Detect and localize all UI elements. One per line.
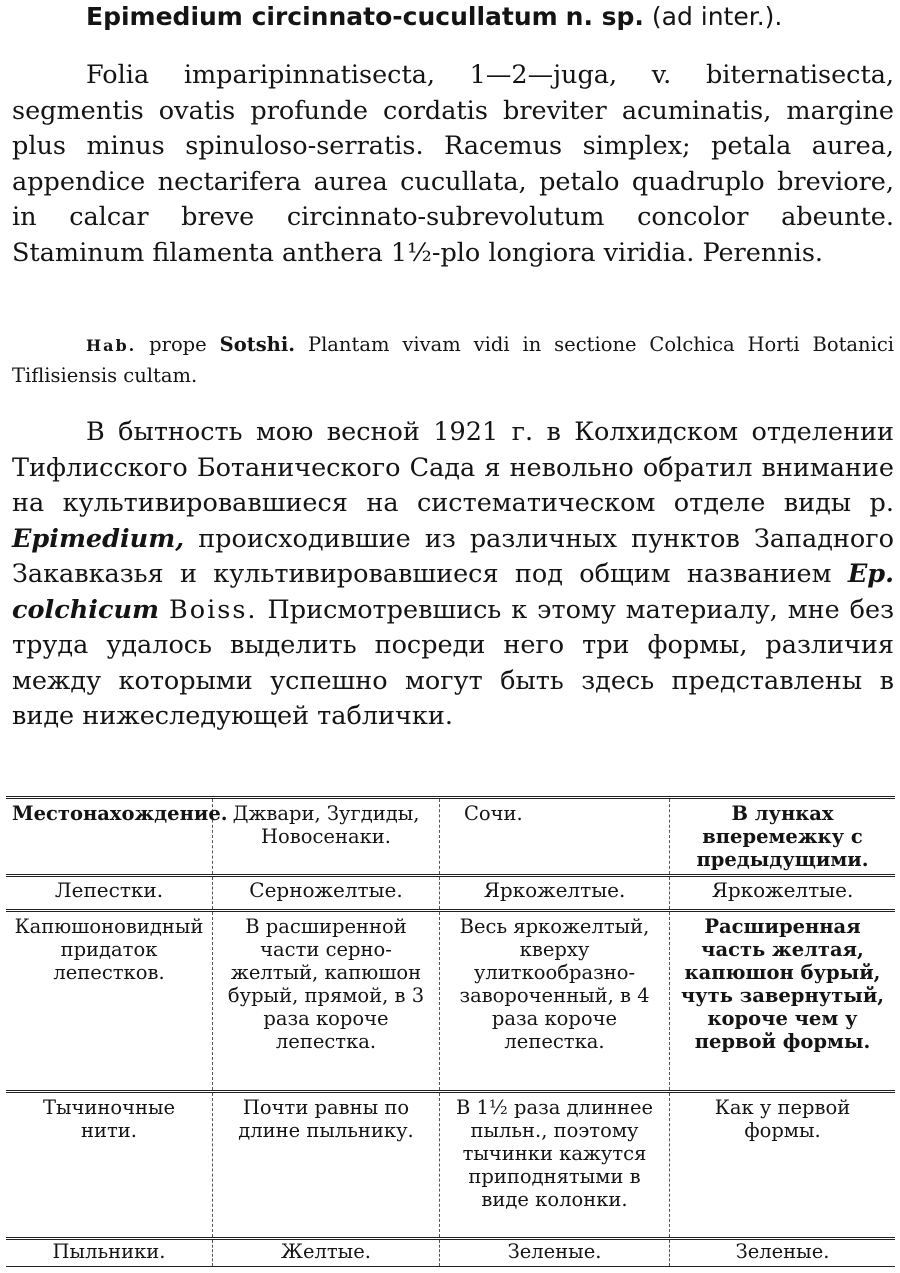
header-cell: Джвари, Зугдиды, Новосенаки. (213, 799, 440, 874)
header-cell: Местонахождение. (6, 799, 213, 874)
header-cell: В лунках вперемежку с предыдущими. (696, 802, 869, 871)
russian-paragraph (12, 415, 894, 735)
table-row (6, 1240, 895, 1267)
species-name: Epimedium circinnato-cucullatum (86, 2, 558, 31)
species-note: (ad inter.). (651, 2, 783, 31)
table-cell: Тычиночные нити. (6, 1093, 213, 1237)
table-cell: Как у первой формы. (714, 1096, 851, 1142)
table-cell: Весь яркожелтый, кверху улиткообразно-завороченный, в 4 раза короче лепестка. (440, 912, 670, 1090)
species-ref: Ep. colchicum (12, 559, 894, 625)
habitat-locality: Sotshi. (219, 333, 296, 356)
comparison-table (6, 796, 895, 1267)
russian-part2: происходившие из различных пунктов Западного Закавказья и культивировавшиеся под общим названием (12, 523, 894, 589)
table-cell: Яркожелтые. (440, 877, 670, 909)
table-cell: Почти равны по длине пыльнику. (213, 1093, 440, 1237)
habitat-rest: Plantam vivam vidi in sectione Colchica Horti Botanici Tiflisiensis cultam. (12, 333, 894, 387)
table-cell: Желтые. (213, 1240, 440, 1266)
table-cell: В 1½ раза длиннее пыльн., поэтому тычинки кажутся приподнятыми в виде колонки. (440, 1093, 670, 1237)
russian-part1: В бытность мою весной 1921 г. в Колхидском отделении Тифлисского Ботанического Сада я невольно обратил внимание на культивировавшиеся на систематическом отделе виды р. (12, 417, 894, 518)
table-cell: Серножелтые. (213, 877, 440, 909)
russian-part3: Присмотревшись к этому материалу, мне без труда удалось выделить посреди него три формы, различия между которыми успешно могут быть здесь представлены в виде нижеследующей таблички. (12, 594, 895, 731)
habitat-paragraph (12, 330, 894, 391)
table-cell: Пыльники. (6, 1240, 213, 1266)
habitat-pre: prope (149, 333, 207, 356)
latin-paragraph: Folia imparipinnatisecta, 1—2—juga, v. biternatisecta, segmentis ovatis profunde cordatis breviter acuminatis, margine plus minus spinuloso-serratis. Racemus simplex; petala aurea, appendice nectarifera aurea cucullata, petalo quadruplo breviore, in calcar breve circinnato-subrevolutum concolor abeunte. Staminum filamenta anthera 1½-plo longiora viridia. Perennis. (12, 60, 894, 268)
habitat-note (12, 330, 894, 391)
table-cell: Зеленые. (440, 1240, 670, 1266)
table-cell: Зеленые. (735, 1240, 830, 1263)
table-cell: В расширенной части серно-желтый, капюшон бурый, прямой, в 3 раза короче лепестка. (213, 912, 440, 1090)
latin-description (12, 58, 894, 271)
table-cell: Капюшоновидный придаток лепестков. (6, 912, 213, 1090)
header-cell: Сочи. (440, 799, 670, 874)
table-cell: Яркожелтые. (711, 878, 854, 902)
table-row (6, 877, 895, 912)
table-row (6, 1093, 895, 1240)
author-ref: Boiss. (169, 594, 258, 625)
table-row (6, 912, 895, 1093)
species-abbr: n. sp. (565, 2, 644, 31)
table-header-row (6, 799, 895, 877)
russian-text (12, 415, 894, 735)
genus-name: Epimedium, (12, 523, 185, 554)
table-cell: Расширенная часть желтая, капюшон бурый, чуть завернутый, короче чем у первой формы. (680, 915, 885, 1053)
habitat-lead: Hab. (86, 336, 137, 355)
species-heading (86, 2, 886, 31)
table-cell: Лепестки. (6, 877, 213, 909)
